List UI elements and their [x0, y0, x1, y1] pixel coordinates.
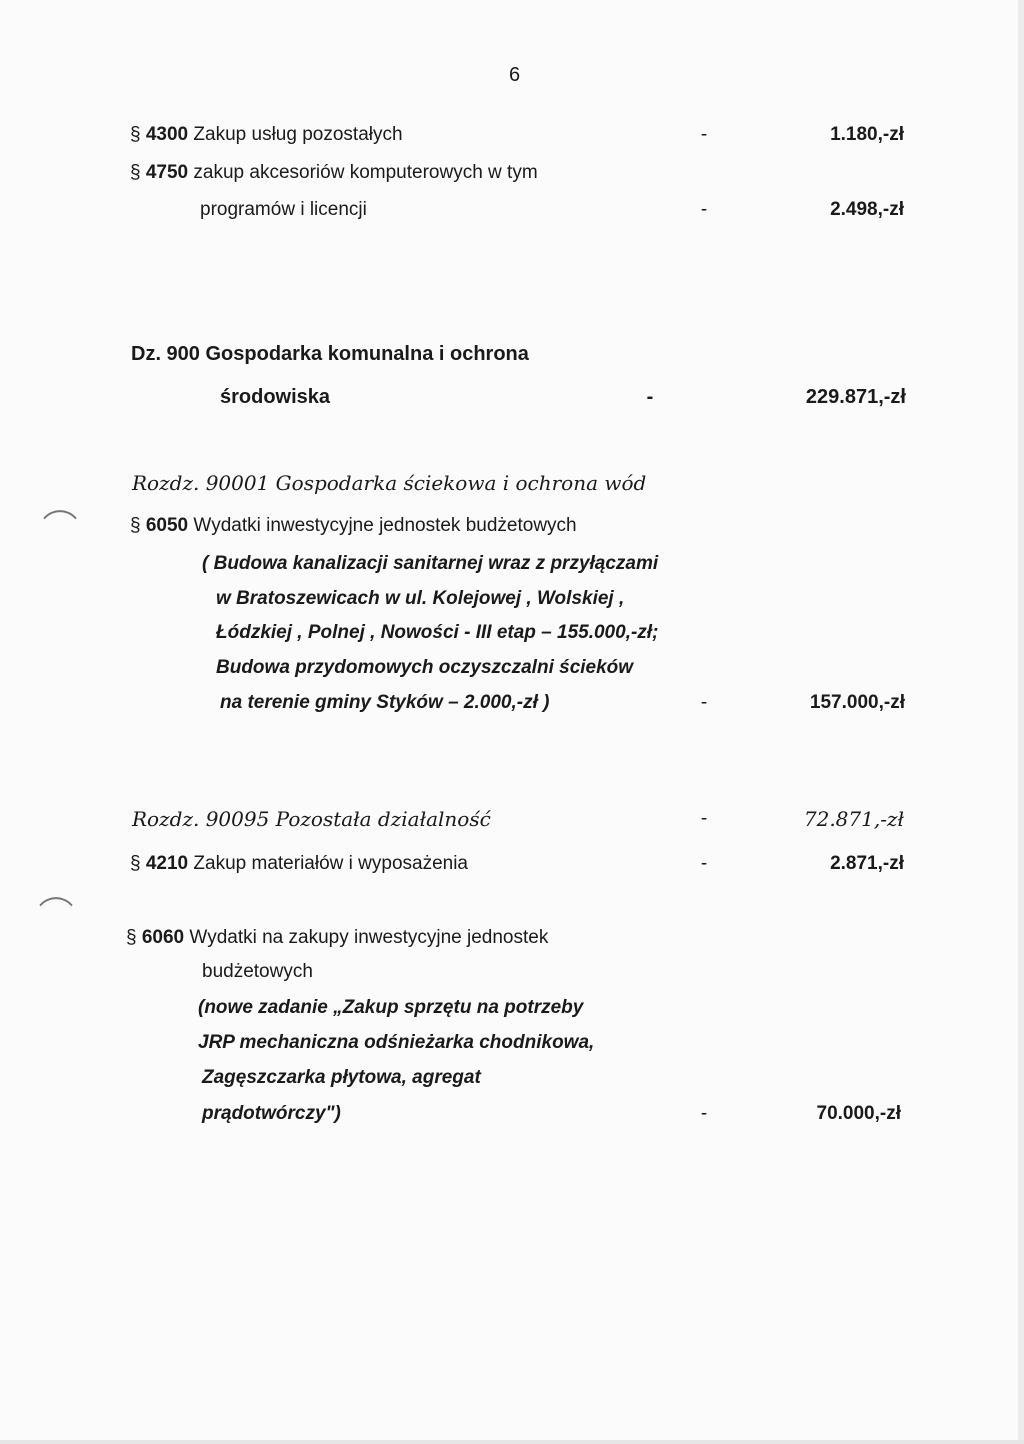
chapter-90095-dash: -	[700, 808, 708, 829]
row-6060	[126, 927, 548, 949]
row-6060-detail-3: Zagęszczarka płytowa, agregat	[202, 1067, 481, 1088]
row-4300-amount: 1.180,-zł	[830, 124, 904, 145]
row-6050-detail-3: Łódzkiej , Polnej , Nowości - III etap – 155.000,-zł;	[216, 622, 659, 643]
row-4210-dash: -	[700, 853, 708, 874]
row-6050-detail-1: ( Budowa kanalizacji sanitarnej wraz z przyłączami	[202, 553, 659, 574]
chapter-90095-amount: 72.871,-zł	[803, 807, 904, 831]
scan-edge-right	[1018, 0, 1024, 1444]
row-4300	[130, 124, 403, 146]
row-6050-detail-4: Budowa przydomowych oczyszczalni ścieków	[216, 657, 634, 678]
chapter-90001-title: Rozdz. 90001 Gospodarka ściekowa i ochrona wód	[132, 471, 647, 495]
row-6050-dash: -	[700, 692, 708, 713]
section-symbol: §	[130, 124, 141, 145]
row-4210-code: 4210	[145, 853, 189, 874]
row-6060-text-cont: budżetowych	[202, 961, 313, 982]
division-title: Dz. 900 Gospodarka komunalna i ochrona	[131, 343, 529, 365]
row-4210-amount: 2.871,-zł	[830, 853, 904, 874]
row-4750-text: zakup akcesoriów komputerowych w tym	[193, 162, 538, 183]
row-4300-code: 4300	[145, 124, 189, 145]
division-amount: 229.871,-zł	[805, 386, 906, 408]
row-6060-detail-1: (nowe zadanie „Zakup sprzętu na potrzeby	[198, 997, 584, 1018]
margin-mark	[43, 501, 77, 535]
row-6050-amount: 157.000,-zł	[809, 692, 905, 713]
margin-mark	[39, 888, 73, 922]
row-6060-detail-4: prądotwórczy")	[202, 1103, 341, 1124]
row-6050-detail-5: na terenie gminy Styków – 2.000,-zł )	[220, 692, 550, 713]
row-6050	[130, 515, 577, 537]
row-6050-text: Wydatki inwestycyjne jednostek budżetowych	[193, 515, 577, 536]
row-4210-text: Zakup materiałów i wyposażenia	[193, 853, 468, 874]
row-6060-dash: -	[700, 1103, 708, 1124]
row-4300-text: Zakup usług pozostałych	[193, 124, 403, 145]
row-4750-text-cont: programów i licencji	[200, 199, 367, 220]
row-6060-detail-2: JRP mechaniczna odśnieżarka chodnikowa,	[198, 1032, 595, 1053]
row-6060-text: Wydatki na zakupy inwestycyjne jednostek	[189, 927, 549, 948]
scan-edge-bottom	[0, 1440, 1024, 1444]
section-symbol: §	[126, 927, 137, 948]
row-4750-dash: -	[700, 199, 708, 220]
row-6050-code: 6050	[145, 515, 189, 536]
row-4750-code: 4750	[145, 162, 189, 183]
chapter-90095-title: Rozdz. 90095 Pozostała działalność	[132, 807, 491, 831]
row-6050-detail-2: w Bratoszewicach w ul. Kolejowej , Wolskiej ,	[216, 588, 625, 609]
division-dash: -	[646, 386, 654, 408]
row-6060-amount: 70.000,-zł	[816, 1103, 901, 1124]
division-title-cont: środowiska	[220, 386, 331, 408]
row-4750	[130, 162, 538, 184]
section-symbol: §	[130, 515, 141, 536]
page-number: 6	[509, 64, 521, 86]
section-symbol: §	[130, 162, 141, 183]
row-4210	[130, 853, 468, 875]
section-symbol: §	[130, 853, 141, 874]
row-4750-amount: 2.498,-zł	[830, 199, 904, 220]
row-6060-code: 6060	[141, 927, 185, 948]
row-4300-dash: -	[700, 124, 708, 145]
